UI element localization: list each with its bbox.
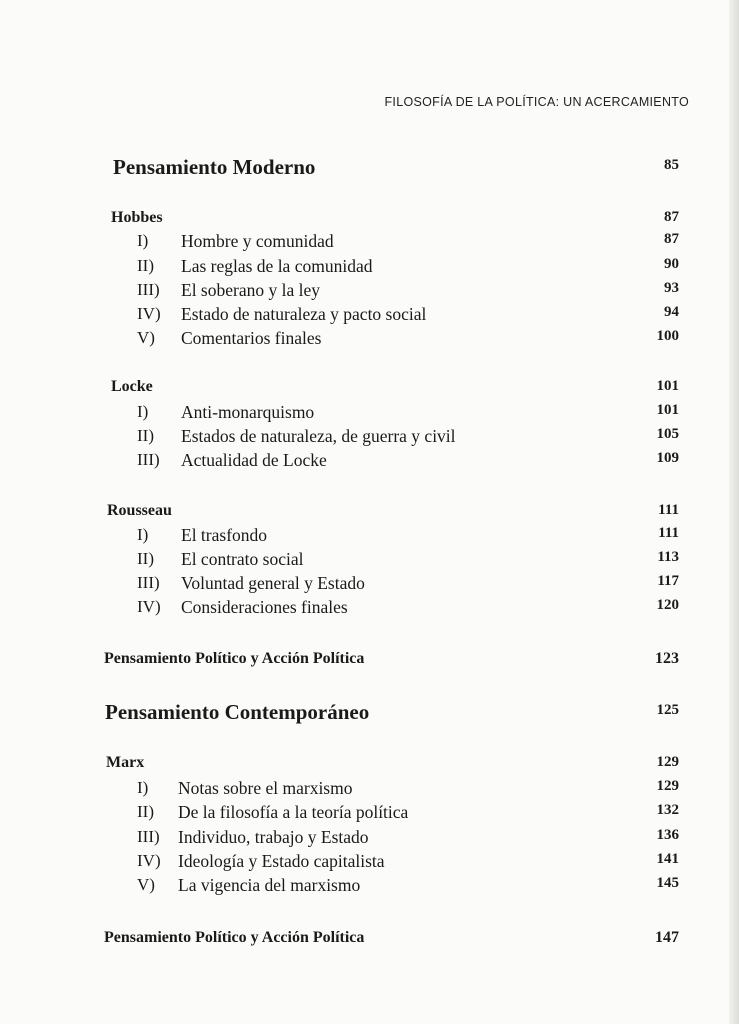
toc-page-number: 129	[656, 754, 679, 770]
toc-item-number: V)	[137, 875, 155, 894]
toc-entry-title: Pensamiento Político y Acción Política	[104, 650, 365, 667]
toc-item	[0, 597, 739, 621]
toc-item	[0, 802, 739, 826]
toc-item	[0, 827, 739, 851]
toc-item-title: Comentarios finales	[181, 328, 322, 348]
toc-item	[0, 304, 739, 328]
toc-item-title: Hombre y comunidad	[181, 231, 334, 251]
toc-item-number: II)	[137, 802, 154, 821]
toc-item-title: Anti-monarquismo	[181, 402, 315, 422]
toc-item	[0, 851, 739, 875]
toc-page-number: 87	[664, 209, 679, 225]
toc-entry-title: Pensamiento Político y Acción Política	[104, 929, 365, 946]
toc-item-number: IV)	[137, 597, 161, 616]
toc-page-number: 93	[664, 280, 679, 296]
toc-page-number: 85	[664, 157, 679, 173]
toc-item-title: Notas sobre el marxismo	[178, 778, 353, 798]
toc-item-title: El trasfondo	[181, 525, 268, 545]
toc-item-number: V)	[137, 328, 155, 347]
toc-item-title: El soberano y la ley	[181, 280, 320, 300]
toc-part-contemporaneo	[0, 700, 739, 724]
toc-entry-politica	[0, 650, 739, 674]
toc-author-title: Rousseau	[107, 502, 172, 519]
toc-author-rousseau	[0, 502, 739, 526]
toc-item-number: III)	[137, 573, 160, 592]
toc-item	[0, 875, 739, 899]
toc-item	[0, 450, 739, 474]
toc-item	[0, 573, 739, 597]
toc-page-number: 147	[655, 929, 679, 946]
toc-item-number: IV)	[137, 304, 161, 323]
toc-item-title: Consideraciones finales	[181, 597, 348, 617]
toc-page-number: 87	[664, 231, 679, 247]
toc-item-number: III)	[137, 827, 160, 846]
toc-author-title: Locke	[111, 378, 153, 395]
toc-item-title: La vigencia del marxismo	[178, 875, 361, 895]
toc-page-number: 132	[656, 802, 679, 818]
toc-item-title: Estado de naturaleza y pacto social	[181, 304, 427, 324]
toc-page-number: 94	[664, 304, 679, 320]
toc-author-title: Marx	[106, 754, 145, 771]
toc-item-number: II)	[137, 256, 154, 275]
toc-item	[0, 328, 739, 352]
toc-item-number: III)	[137, 280, 160, 299]
toc-item	[0, 778, 739, 802]
toc-item	[0, 402, 739, 426]
toc-page-number: 123	[655, 650, 679, 667]
toc-page-number: 113	[657, 549, 679, 565]
toc-item	[0, 280, 739, 304]
toc-item-number: IV)	[137, 851, 161, 870]
toc-page-number: 111	[658, 502, 679, 518]
toc-item	[0, 549, 739, 573]
toc-page-number: 90	[664, 256, 679, 272]
toc-item-title: De la filosofía a la teoría política	[178, 802, 409, 822]
toc-item-title: Voluntad general y Estado	[181, 573, 365, 593]
toc-part-title: Pensamiento Moderno	[113, 155, 316, 179]
toc-item-number: II)	[137, 426, 154, 445]
running-head: FILOSOFÍA DE LA POLÍTICA: UN ACERCAMIENTO	[384, 95, 689, 109]
toc-item	[0, 231, 739, 255]
toc-item	[0, 525, 739, 549]
toc-part-moderno	[0, 155, 739, 179]
toc-item-title: El contrato social	[181, 549, 304, 569]
toc-item-title: Ideología y Estado capitalista	[178, 851, 385, 871]
toc-item	[0, 256, 739, 280]
toc-item-title: Las reglas de la comunidad	[181, 256, 373, 276]
toc-page-number: 111	[658, 525, 679, 541]
toc-page-number: 101	[656, 378, 679, 394]
toc-page-number: 136	[656, 827, 679, 843]
toc-entry-politica	[0, 929, 739, 953]
toc-page-number: 120	[656, 597, 679, 613]
toc-item-title: Actualidad de Locke	[181, 450, 327, 470]
toc-author-title: Hobbes	[111, 209, 163, 226]
toc-page-number: 117	[657, 573, 679, 589]
toc-item-number: I)	[137, 231, 149, 250]
toc-item-title: Individuo, trabajo y Estado	[178, 827, 369, 847]
toc-page-number: 129	[656, 778, 679, 794]
toc-author-marx	[0, 754, 739, 778]
toc-item-title: Estados de naturaleza, de guerra y civil	[181, 426, 456, 446]
toc-part-title: Pensamiento Contemporáneo	[105, 700, 370, 724]
toc-page-number: 101	[656, 402, 679, 418]
toc-author-hobbes	[0, 209, 739, 233]
toc-item-number: II)	[137, 549, 154, 568]
toc-page-number: 100	[656, 328, 679, 344]
toc-author-locke	[0, 378, 739, 402]
toc-item-number: I)	[137, 778, 149, 797]
toc-page-number: 145	[656, 875, 679, 891]
toc-item	[0, 426, 739, 450]
toc-item-number: I)	[137, 402, 149, 421]
toc-item-number: III)	[137, 450, 160, 469]
toc-item-number: I)	[137, 525, 149, 544]
toc-page-number: 105	[656, 426, 679, 442]
toc-page-number: 141	[656, 851, 679, 867]
toc-page-number: 109	[656, 450, 679, 466]
toc-page-number: 125	[656, 702, 679, 718]
